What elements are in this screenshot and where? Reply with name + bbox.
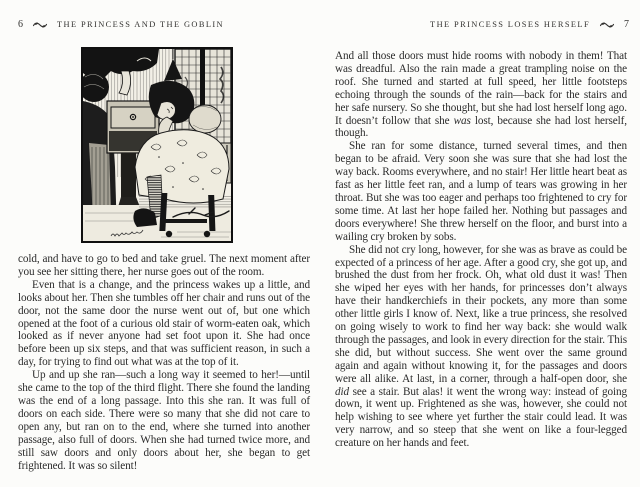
- fleuron-ornament-icon: [32, 21, 48, 29]
- paragraph: And all those doors must hide rooms with nobody in them! That was dreadful. Also the rain made a great trampling noise on the roof. She turned and started at full speed, her little footsteps echoing through the sounds of the rain—back for the stairs and her safe nursery. So she thought, but she had lost herself long ago. It doesn’t follow that she was lost, because she had lost herself, though.: [335, 50, 628, 140]
- left-text-column: [18, 253, 310, 472]
- fleuron-ornament-icon: [599, 21, 615, 29]
- left-running-head: [18, 18, 224, 31]
- right-text-column: [335, 50, 627, 450]
- paragraph: Even that is a change, and the princess wakes up a little, and looks about her. Then she tumbles off her chair and runs out of the door, not the same door the nurse went out of, but one which opened at the foot of a curious old stair of worm-eaten oak, which looked as if never anyone had set foot upon it. She had once before been up six steps, and that was sufficient reason, in such a day, for trying to find out what was at the top of it.: [18, 278, 310, 369]
- paragraph: She ran for some distance, turned several times, and then began to be afraid. Very soon she was sure that she had lost the way back. Rooms everywhere, and no stair! Her little heart beat as fast as her little feet ran, and a lump of tears was growing in her throat. But she was too eager and perhaps too frightened to cry for some time. At last her hope failed her. Nothing but passages and doors everywhere! She threw herself on the floor, and burst into a wailing cry broken by sobs.: [335, 140, 627, 243]
- princess-illustration: [81, 47, 233, 243]
- right-running-head: [430, 18, 629, 31]
- right-running-title: THE PRINCESS LOSES HERSELF: [430, 20, 590, 29]
- left-page-number: 6: [18, 19, 23, 30]
- paragraph: Up and up she ran—such a long way it seemed to her!—until she came to the top of the third flight. There she found the landing was the end of a long passage. Into this she ran. It was full of doors on each side. There were so many that she did not care to open any, but ran on to the end, where she turned into another passage, also full of doors. When she had turned twice more, and still saw doors and only doors about her, she began to get frightened. It was so silent!: [18, 369, 310, 472]
- right-page-number: 7: [624, 19, 629, 30]
- left-running-title: THE PRINCESS AND THE GOBLIN: [57, 20, 224, 29]
- paragraph: She did not cry long, however, for she was as brave as could be expected of a princess of her age. After a good cry, she got up, and brushed the dust from her frock. Oh, what old dust it was! Then she wiped her eyes with her hands, for princesses don’t always have their handkerchiefs in their pockets, any more than some other little girls I know of. Next, like a true princess, she resolved on going wisely to work to find her way back: she would walk through the passages, and look in every direction for the stair. This she did, but without success. She went over the same ground again and again without knowing it, for the passages and doors were all alike. At last, in a corner, through a half-open door, she did see a stair. But alas! it went the wrong way: instead of going down, it went up. Frightened as she was, however, she could not help wishing to see where yet further the stair could lead. It was very narrow, and so steep that she went on like a four-legged creature on her hands and feet.: [335, 243, 627, 450]
- paragraph: cold, and have to go to bed and take gruel. The next moment after you see her sitting there, her nurse goes out of the room.: [18, 253, 310, 278]
- princess-engraving-image: [81, 47, 233, 243]
